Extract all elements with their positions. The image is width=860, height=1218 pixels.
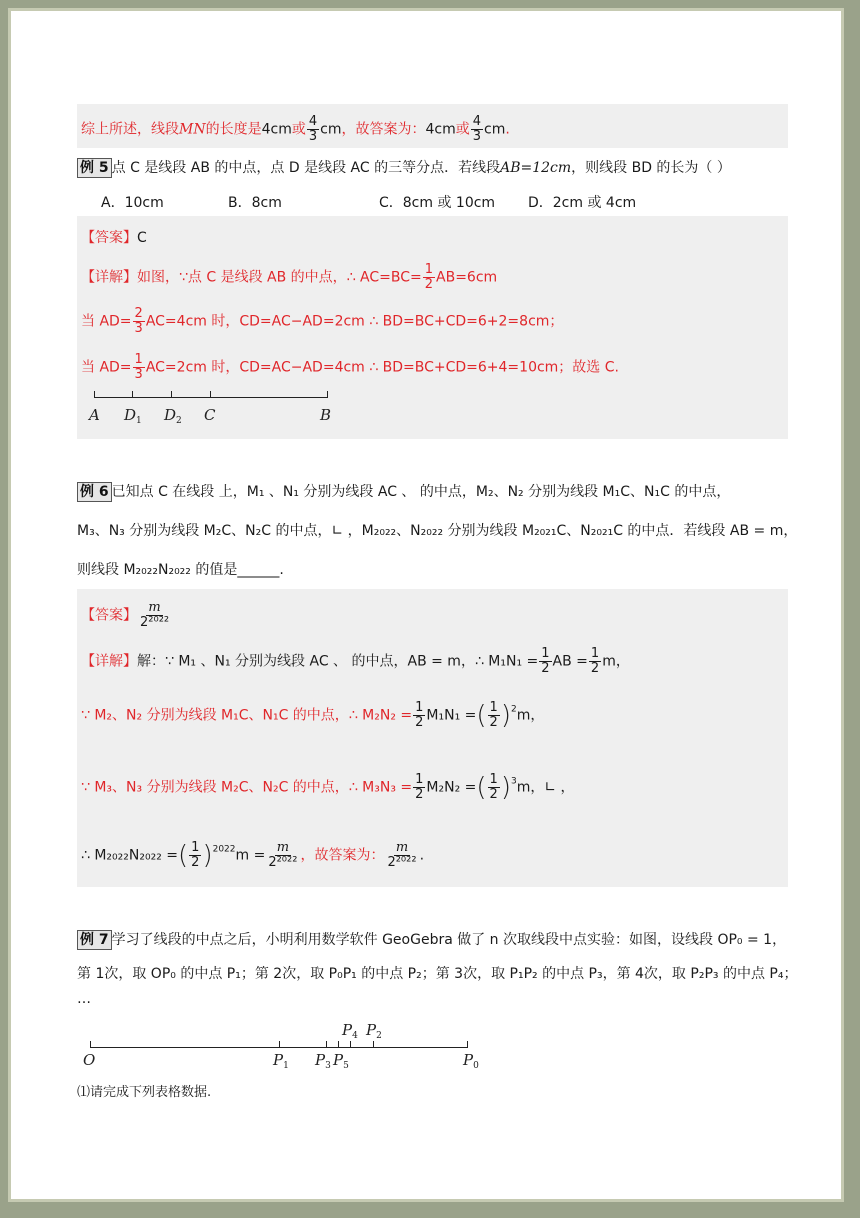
ex6-line-2: M₃、N₃ 分别为线段 M₂C、N₂C 的中点，∟ ，M₂₀₂₂、N₂₀₂₂ 分别为线段 M₂₀₂₁C、N₂₀₂₁C 的中点．若线段 AB = m，: [77, 523, 798, 539]
ex6-detail-3: ∵ M₃、N₃ 分别为线段 M₂C、N₂C 的中点，∴ M₃N₃ = $\frac{1}{2}$ M₂N₂ =( $\frac{1}{2}$ )$^3$m，∟ ，: [81, 772, 575, 803]
ex7-tick-p1: [279, 1041, 280, 1048]
ex6-label: 例 6: [77, 482, 112, 502]
ex5-tick-c: [210, 391, 211, 398]
ex6-answer: 【答案】 $\frac{m}{\text{2²⁰²²}}$: [81, 600, 170, 630]
ex7-question-1: ⑴请完成下列表格数据.: [77, 1085, 212, 1100]
ex5-point-d1: $D_1$: [124, 406, 142, 426]
ex7-point-o: O: [83, 1051, 96, 1069]
ex5-option-b: B．8cm: [228, 195, 282, 211]
ex5-detail-3: 当 AD= $\frac{1}{3}$ AC=2cm 时，CD=AC−AD=4cm ∴ BD=BC+CD=6+4=10cm；故选 C.: [81, 352, 619, 382]
ex7-point-p5: $P_5$: [333, 1051, 349, 1071]
ex7-tick-p0: [467, 1041, 468, 1048]
ex6-line-1: 例 6 已知点 C 在线段 上，M₁ 、N₁ 分别为线段 AC 、 的中点，M₂、N₂ 分别为线段 M₁C、N₁C 的中点，: [77, 481, 730, 502]
ex5-tick-a: [94, 391, 95, 398]
ex7-point-p3: $P_3$: [315, 1051, 331, 1071]
ex7-point-p0: $P_0$: [463, 1051, 479, 1071]
ex5-detail-2: 当 AD= $\frac{2}{3}$ AC=4cm 时，CD=AC−AD=2cm ∴ BD=BC+CD=6+2=8cm；: [81, 306, 564, 336]
ex7-tick-p5: [338, 1041, 339, 1048]
ex7-line-3: …: [77, 991, 91, 1007]
ex7-label: 例 7: [77, 930, 112, 950]
ex5-point-c: C: [204, 406, 216, 424]
ex5-option-c: C．8cm 或 10cm: [379, 195, 496, 211]
ex7-tick-o: [90, 1041, 91, 1048]
ex7-point-p1: $P_1$: [273, 1051, 289, 1071]
ex5-option-d: D．2cm 或 4cm: [528, 195, 637, 211]
document-page: [8, 8, 844, 1202]
conclusion-line: 综上所述，线段MN的长度是4cm或 $\frac{4}{3}$ cm，故答案为：4cm或 $\frac{4}{3}$ cm.: [81, 114, 510, 144]
ex6-detail-2: ∵ M₂、N₂ 分别为线段 M₁C、N₁C 的中点，∴ M₂N₂ = $\frac{1}{2}$ M₁N₁ =( $\frac{1}{2}$ )$^2$m，: [81, 700, 545, 731]
ex7-line-1: 例 7 学习了线段的中点之后，小明利用数学软件 GeoGebra 做了 n 次取线段中点实验：如图，设线段 OP₀ = 1，: [77, 929, 786, 950]
ex5-question: 例 5 点 C 是线段 AB 的中点，点 D 是线段 AC 的三等分点．若线段AB=12cm，则线段 BD 的长为（ ）: [77, 157, 731, 178]
ex7-line-2: 第 1次，取 OP₀ 的中点 P₁；第 2次，取 P₀P₁ 的中点 P₂；第 3次，取 P₁P₂ 的中点 P₃，第 4次，取 P₂P₃ 的中点 P₄；: [77, 966, 798, 982]
ex7-tick-p2: [373, 1041, 374, 1048]
ex5-label: 例 5: [77, 158, 112, 178]
ex5-tick-b: [327, 391, 328, 398]
ex6-detail-4: ∴ M₂₀₂₂N₂₀₂₂ =( $\frac{1}{2}$ )$^{2022}$m = $\frac{m}{\text{2²⁰²²}}$ ，故答案为： $\frac{m}{\text{2²⁰²²}}$ .: [81, 840, 425, 871]
ex5-point-d2: $D_2$: [164, 406, 182, 426]
ex6-line-3: 则线段 M₂₀₂₂N₂₀₂₂ 的值是______.: [77, 562, 284, 578]
ex7-tick-p3: [326, 1041, 327, 1048]
ex5-answer: 【答案】C: [81, 230, 147, 246]
ex7-point-p4: $P_4$: [342, 1021, 358, 1041]
ex5-detail-1: 【详解】如图，∵点 C 是线段 AB 的中点，∴ AC=BC= $\frac{1}{2}$ AB=6cm: [81, 262, 498, 292]
ex7-point-p2: $P_2$: [366, 1021, 382, 1041]
ex5-tick-d2: [171, 391, 172, 398]
ex5-option-a: A．10cm: [101, 195, 164, 211]
ex5-point-b: B: [320, 406, 332, 424]
ex7-tick-p4: [350, 1041, 351, 1048]
ex5-point-a: A: [89, 406, 100, 424]
ex6-detail-1: 【详解】解：∵ M₁ 、N₁ 分别为线段 AC 、 的中点，AB = m，∴ M₁N₁ = $\frac{1}{2}$ AB = $\frac{1}{2}$ m，: [81, 646, 630, 676]
ex5-tick-d1: [132, 391, 133, 398]
